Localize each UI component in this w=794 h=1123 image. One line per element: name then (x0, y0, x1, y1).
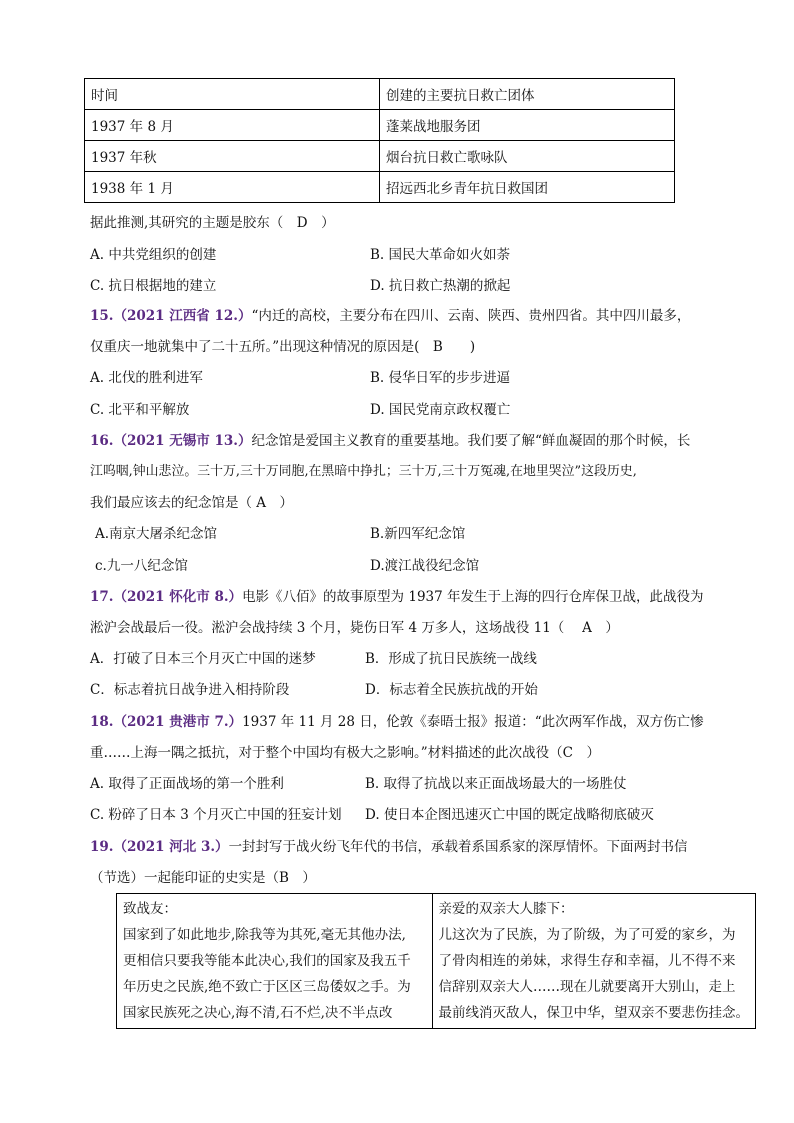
letter-left-line: 国家到了如此地步,除我等为其死,毫无其他办法, (123, 927, 406, 943)
letter-right-line: 信辞别双亲大人……现在儿就要离开大别山，走上 (438, 979, 736, 995)
table-cell: 1937 年秋 (85, 141, 380, 172)
q17-option-b: B．形成了抗日民族统一战线 (365, 651, 537, 667)
table-header-row (85, 79, 675, 110)
q18-option-d: D. 使日本企图迅速灭亡中国的既定战略彻底破灭 (365, 807, 654, 823)
q18-option-b: B. 取得了抗战以来正面战场最大的一场胜仗 (365, 776, 627, 792)
q18-number: 18.（2021 贵港市 7.） (90, 714, 243, 730)
letter-right-line: 儿这次为了民族，为了阶级，为了可爱的家乡，为 (438, 927, 736, 943)
q19-line1 (90, 835, 688, 855)
q18-line1 (90, 710, 704, 730)
table-cell: 烟台抗日救亡歌咏队 (380, 141, 675, 172)
letter-left-line: 更相信只要我等能本此决心,我们的国家及我五千 (123, 953, 411, 969)
table-cell: 蓬莱战地服务团 (380, 110, 675, 141)
letter-right-line: 了骨肉相连的弟妹，求得生存和幸福，儿不得不来 (438, 953, 736, 969)
q14-option-a: A. 中共党组织的创建 (90, 247, 217, 263)
letter-to-parents (432, 894, 756, 1029)
q14-option-d: D. 抗日救亡热潮的掀起 (370, 278, 511, 294)
q16-option-a: A.南京大屠杀纪念馆 (95, 526, 218, 542)
q16-text: 纪念馆是爱国主义教育的重要基地。我们要了解“鲜血凝固的那个时候，长 (251, 433, 691, 449)
q16-line3: 我们最应该去的纪念馆是（ A ） (90, 495, 294, 511)
letter-left-line: 国家民族死之决心,海不清,石不烂,决不半点改 (123, 1005, 393, 1021)
q14-option-c: C. 抗日根据地的建立 (90, 278, 217, 294)
q15-option-b: B. 侵华日军的步步进逼 (370, 370, 511, 386)
q16-option-d: D.渡江战役纪念馆 (370, 558, 480, 574)
q14-stem: 据此推测,其研究的主题是胶东（ D ） (90, 215, 335, 231)
q17-number: 17.（2021 怀化市 8.） (90, 589, 243, 605)
table-cell: 1938 年 1 月 (85, 172, 380, 203)
letter-left-line: 致战友： (123, 901, 177, 917)
q18-line2: 重……上海一隅之抵抗，对于整个中国均有极大之影响。”材料描述的此次战役（C ） (90, 745, 600, 761)
table-row (85, 141, 675, 172)
table-cell: 招远西北乡青年抗日救国团 (380, 172, 675, 203)
q17-option-c: C．标志着抗日战争进入相持阶段 (90, 682, 290, 698)
q18-text: 1937 年 11 月 28 日，伦敦《泰晤士报》报道：“此次两军作战，双方伤亡惨 (242, 714, 704, 730)
q17-option-d: D．标志着全民族抗战的开始 (365, 682, 538, 698)
q19-line2: （节选）一起能印证的史实是（B ） (90, 870, 316, 886)
q15-option-a: A. 北伐的胜利进军 (90, 370, 203, 386)
table-header-cell: 时间 (85, 79, 380, 110)
table-header-cell: 创建的主要抗日救亡团体 (380, 79, 675, 110)
q15-option-d: D. 国民党南京政权覆亡 (370, 402, 511, 418)
q17-line2: 淞沪会战最后一役。淞沪会战持续 3 个月，毙伤日军 4 万多人，这场战役 11（ A ） (90, 620, 619, 636)
q15-line1 (90, 304, 690, 324)
q15-text: “内迁的高校，主要分布在四川、云南、陕西、贵州四省。其中四川最多， (251, 308, 691, 324)
q19-text: 一封封写于战火纷飞年代的书信，承载着系国系家的深厚情怀。下面两封书信 (228, 839, 688, 855)
q16-number: 16.（2021 无锡市 13.） (90, 433, 252, 449)
q15-option-c: C. 北平和平解放 (90, 402, 190, 418)
q14-option-b: B. 国民大革命如火如荼 (370, 247, 511, 263)
q18-option-a: A. 取得了正面战场的第一个胜利 (90, 776, 284, 792)
q17-line1 (90, 585, 704, 605)
q16-line1 (90, 429, 690, 449)
q15-line2: 仅重庆一地就集中了二十五所。”出现这种情况的原因是( B ) (90, 339, 476, 355)
letter-right-line: 最前线消灭敌人，保卫中华，望双亲不要悲伤挂念。 (438, 1005, 749, 1021)
letter-left-line: 年历史之民族,绝不致亡于区区三岛倭奴之手。为 (123, 979, 411, 995)
letter-to-comrade (117, 894, 433, 1029)
q19-number: 19.（2021 河北 3.） (90, 839, 229, 855)
q16-line2: 江呜咽,钟山悲泣。三十万,三十万同胞,在黑暗中挣扎；三十万,三十万冤魂,在地里哭泣”这段历史, (90, 464, 637, 479)
q17-option-a: A．打破了日本三个月灭亡中国的迷梦 (90, 651, 316, 667)
letter-right-line: 亲爱的双亲大人膝下： (438, 901, 574, 917)
q18-option-c: C. 粉碎了日本 3 个月灭亡中国的狂妄计划 (90, 807, 342, 823)
q16-option-b: B.新四军纪念馆 (370, 526, 466, 542)
group-timeline-table (84, 78, 675, 203)
q15-number: 15.（2021 江西省 12.） (90, 308, 252, 324)
letters-row (117, 894, 756, 1029)
q16-option-c: c.九一八纪念馆 (95, 558, 188, 574)
letters-table (116, 893, 756, 1029)
q17-text: 电影《八佰》的故事原型为 1937 年发生于上海的四行仓库保卫战，此战役为 (242, 589, 704, 605)
table-cell: 1937 年 8 月 (85, 110, 380, 141)
table-row (85, 110, 675, 141)
table-row (85, 172, 675, 203)
